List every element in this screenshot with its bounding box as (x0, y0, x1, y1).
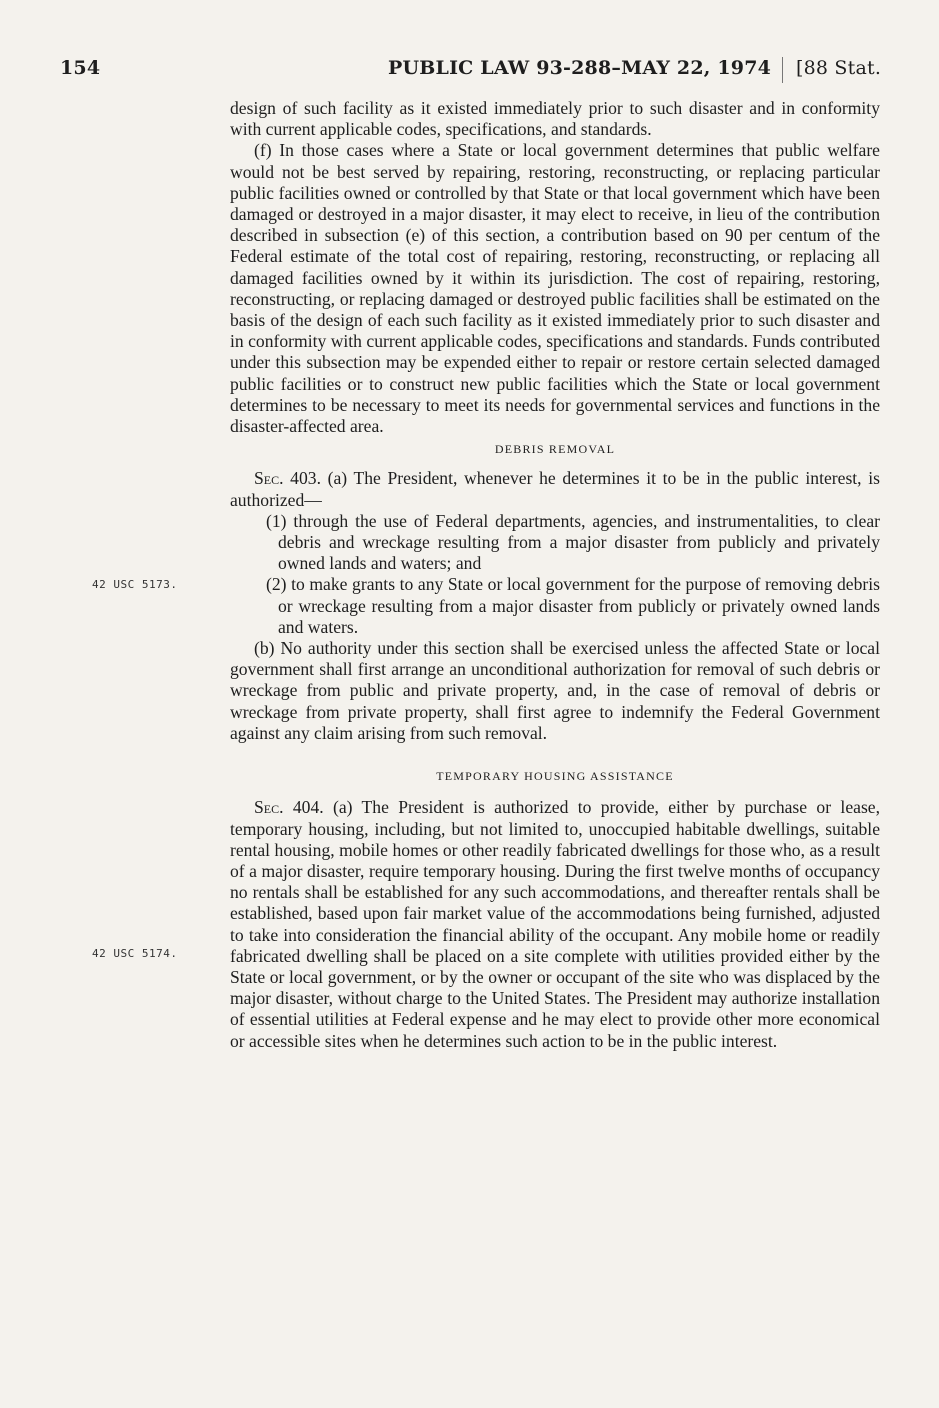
margin-note-usc-5173: 42 USC 5173. (92, 578, 178, 591)
section-403-b: (b) No authority under this section shall be exercised unless the affected State or local government shall first arrange an unconditional authorization for removal of such debris or wreckage from public and private property, and, in the case of removal of debris or wreckage from private property, shall first agree to indemnify the Federal Government against any claim arising from such removal. (230, 638, 880, 743)
section-403-intro (230, 468, 880, 510)
page-header (0, 55, 939, 87)
margin-note-usc-5174: 42 USC 5174. (92, 947, 178, 960)
page-number: 154 (60, 57, 101, 79)
continuation-paragraph: design of such facility as it existed immediately prior to such disaster and in conformity with current applicable codes, specifications, and standards. (230, 98, 880, 140)
section-403-intro-text: (a) The President, whenever he determines it to be in the public interest, is authorized— (230, 468, 880, 510)
page-title: PUBLIC LAW 93-288–MAY 22, 1974 (388, 57, 772, 79)
paragraph-f: (f) In those cases where a State or local government determines that public welfare would not be best served by repairing, restoring, reconstructing, or replacing particular public facilities owned or controlled by that State or that local government which have been damaged or destroyed in a major disaster, it may elect to receive, in lieu of the contribution described in subsection (e) of this section, a contribution based on 90 per centum of the Federal estimate of the total cost of repairing, restoring, reconstructing, or replacing all damaged facilities owned by it within its jurisdiction. The cost of repairing, restoring, reconstructing, or replacing damaged or destroyed public facilities shall be estimated on the basis of the design of each such facility as it existed immediately prior to such disaster and in conformity with current applicable codes, specifications and standards. Funds contributed under this subsection may be expended either to repair or restore certain selected damaged public facilities or to construct new public facilities which the State or local government determines to be necessary to meet its needs for governmental services and functions in the disaster-affected area. (230, 140, 880, 437)
section-403-label: Sec. 403. (254, 468, 321, 489)
section-404-text: (a) The President is authorized to provide, either by purchase or lease, temporary housing, including, but not limited to, unoccupied habitable dwellings, suitable rental housing, mobile homes or other readily fabricated dwellings for those who, as a result of a major disaster, require temporary housing. During the first twelve months of occupancy no rentals shall be established for any such accommodations, and thereafter rentals shall be established, based upon fair market value of the accommodations being furnished, adjusted to take into consideration the financial ability of the occupant. Any mobile home or readily fabricated dwelling shall be placed on a site complete with utilities provided either by the State or local government, or by the owner or occupant of the site who was displaced by the major disaster, without charge to the United States. The President may authorize installation of essential utilities at Federal expense and he may elect to provide other more economical or accessible sites when he determines such action to be in the public interest. (230, 797, 880, 1051)
section-403-item-1: (1) through the use of Federal departments, agencies, and instrumentalities, to clear debris and wreckage resulting from a major disaster from publicly and privately owned lands and waters; and (266, 510, 880, 574)
statute-reference: [88 Stat. (796, 57, 882, 79)
section-404-a (230, 797, 880, 1051)
header-divider (782, 57, 783, 83)
document-body (230, 98, 880, 1052)
section-404-label: Sec. 404. (254, 797, 324, 818)
heading-temporary-housing: TEMPORARY HOUSING ASSISTANCE (436, 769, 674, 784)
section-403-item-2: (2) to make grants to any State or local government for the purpose of removing debris or wreckage resulting from a major disaster from publicly or privately owned lands and waters. (266, 574, 880, 637)
heading-debris-removal: DEBRIS REMOVAL (494, 442, 616, 457)
